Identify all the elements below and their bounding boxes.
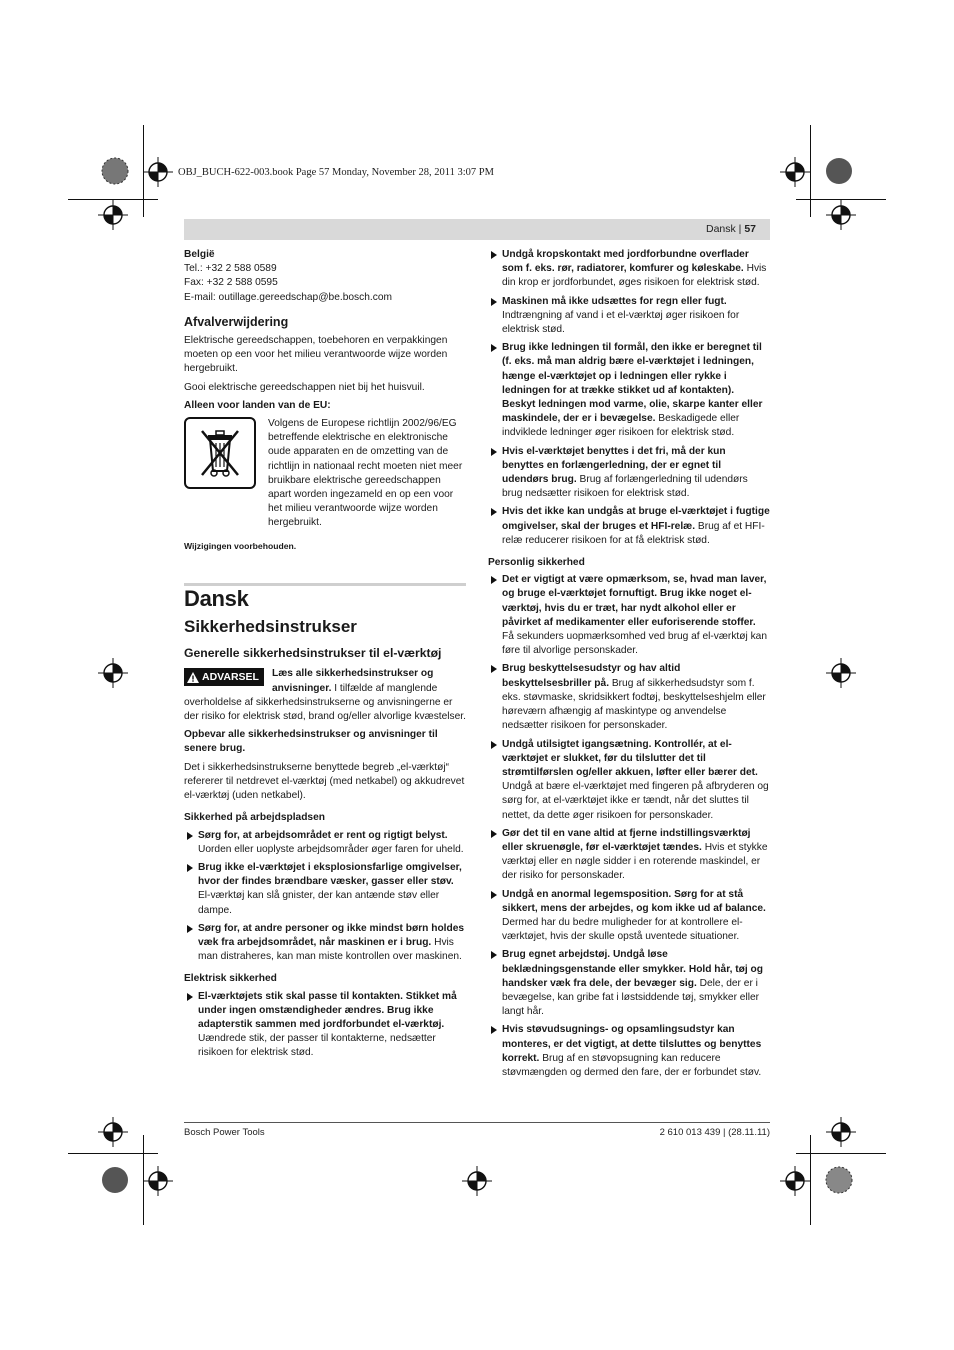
- list-item-bold: Undgå kropskontakt med jordforbundne overflader som f. eks. rør, radiatorer, komfurer og køleskabe.: [502, 249, 749, 275]
- list-item: [488, 248, 770, 291]
- list-item: [184, 922, 466, 965]
- personal-safety-title: Personlig sikkerhed: [488, 557, 585, 569]
- list-item-text: Uændrede stik, der passer til kontakterne, nedsætter risikoen for elektrisk stød.: [198, 1033, 436, 1059]
- list-item-bold: El-værktøjets stik skal passe til kontakten. Stikket må under ingen omstændigheder ændres. Brug ikke adapterstik sammen med jordforbundet el-værktøj.: [198, 990, 457, 1030]
- footer-rule: [184, 1122, 770, 1123]
- page-number: 57: [744, 223, 756, 235]
- right-column: [488, 248, 770, 1084]
- personal-list: [488, 573, 770, 1080]
- list-item-text: Brug af et HFI-relæ reducerer risikoen for at få elektrisk stød.: [502, 520, 765, 546]
- list-item-bold: Undgå utilsigtet igangsætning. Kontrollér, at el-værktøjet er slukket, før du tilslutter det til strømtilførslen og/eller akkuen, løfter eller bærer det.: [502, 738, 758, 778]
- list-item-bold: Sørg for, at arbejdsområdet er rent og rigtigt belyst.: [198, 829, 448, 841]
- contact-fax: Fax: +32 2 588 0595: [184, 277, 278, 289]
- list-item-bold: Det er vigtigt at være opmærksom, se, hvad man laver, og bruge el-værktøjet fornuftigt. Brug ikke noget el-værktøj, hvis du er træt, har nydt alkohol eller er påvirket af medikamenter eller euforiserende stoffer.: [502, 574, 767, 628]
- list-item: [184, 861, 466, 918]
- list-item-text: Brug af en støvopsugning kan reducere støvmængden og dermed den fare, der er forbundet støv.: [502, 1052, 762, 1078]
- list-item-text: Beskadigede eller indviklede ledninger øger risikoen for elektrisk stød.: [502, 413, 740, 439]
- list-item-bold: Brug ikke ledningen til formål, den ikke er beregnet til (f. eks. må man aldrig bære el-værktøjet i ledningen, hænge el-værktøjet op i ledningen eller rykke i ledningen for at trække stikket ud af kontakten). Beskyt ledningen mod varme, olie, skarpe kanter eller maskindele, der er i bevægelse.: [502, 342, 763, 425]
- list-item-bold: Maskinen må ikke udsættes for regn eller fugt.: [502, 295, 727, 307]
- weee-section: [184, 417, 466, 531]
- weee-text: Volgens de Europese richtlijn 2002/96/EG betreffende elektrische en elektronische oude apparaten en de omzetting van de richtlijn in nationaal recht moeten niet meer bruikbare elektrische gereedschappen apart worden ingezameld en op een voor het milieu verantwoorde wijze worden hergebruikt.: [268, 418, 463, 529]
- warning-triangle-icon: [187, 672, 199, 683]
- list-item-text: Hvis et stykke værktøj eller en nøgle sidder i en roterende maskindel, er der risiko for personskader.: [502, 841, 768, 882]
- keep-instructions: Opbevar alle sikkerhedsinstrukser og anvisninger til senere brug.: [184, 729, 438, 755]
- registration-target-icon: [98, 658, 128, 688]
- list-item-text: Få sekunders uopmærksomhed ved brug af el-værktøj kan føre til alvorlige personskader.: [502, 631, 767, 657]
- list-item-bold: Brug beskyttelsesudstyr og hav altid beskyttelsesbriller på.: [502, 663, 681, 689]
- subject-to-change-note: Wijzigingen voorbehouden.: [184, 540, 297, 551]
- list-item-bold: Brug egnet arbejdstøj. Undgå løse beklædningsgenstande eller smykker. Hold hår, tøj og handsker væk fra dele, der bevæger sig.: [502, 949, 763, 989]
- electrical-list-continued: [488, 248, 770, 548]
- registration-target-icon: [780, 157, 810, 187]
- list-item-bold: Brug ikke el-værktøjet i eksplosionsfarlige omgivelser, hvor der findes brændbare væsker, gasser eller støv.: [198, 861, 462, 888]
- warning-paragraph: [184, 667, 466, 724]
- list-item: [488, 341, 770, 440]
- warning-bold: Læs alle sikkerhedsinstrukser og anvisninger.: [271, 668, 434, 694]
- registration-target-icon: [826, 658, 856, 688]
- page-header: Dansk | 57: [705, 223, 756, 235]
- list-item: [488, 827, 770, 884]
- registration-target-icon: [826, 200, 856, 230]
- general-safety-title: Generelle sikkerhedsinstrukser til el-værktøj: [184, 646, 442, 661]
- registration-target-icon: [98, 1117, 128, 1147]
- workplace-safety-title: Sikkerhed på arbejdspladsen: [184, 812, 325, 824]
- list-item-text: Dele, der er i bevægelse, kan gribe fat i løstsiddende tøj, smykker eller langt hår.: [502, 977, 760, 1018]
- list-item-text: Indtrængning af vand i et el-værktøj øger risikoen for elektrisk stød.: [502, 309, 740, 336]
- header-bar: [184, 219, 770, 240]
- registration-target-icon: [98, 200, 128, 230]
- list-item: [488, 1023, 770, 1080]
- list-item: [488, 295, 770, 338]
- print-slug: OBJ_BUCH-622-003.book Page 57 Monday, November 28, 2011 3:07 PM: [178, 167, 494, 178]
- list-item: [488, 445, 770, 502]
- warning-label: ADVARSEL: [202, 671, 259, 684]
- list-item-bold: Hvis el-værktøjet benyttes i det fri, må der kun benyttes en forlængerledning, der er egnet til udendørs brug.: [502, 445, 726, 486]
- header-section: Dansk: [705, 223, 736, 235]
- list-item: [488, 738, 770, 823]
- list-item: [488, 573, 770, 658]
- term-paragraph: Det i sikkerhedsinstrukserne benyttede begreb „el-værktøj“ refererer til netdrevet el-værktøj (med netkabel) og akkudrevet el-værktøj (uden netkabel).: [184, 761, 465, 802]
- electrical-safety-title: Elektrisk sikkerhed: [184, 973, 277, 985]
- color-calibration-wheel-icon: [101, 157, 129, 185]
- language-title: Dansk: [184, 585, 249, 611]
- list-item-bold: Hvis det ikke kan undgås at bruge el-værktøjet i fugtige omgivelser, skal der bruges et HFI-relæ.: [502, 506, 770, 532]
- disposal-paragraph: Elektrische gereedschappen, toebehoren en verpakkingen moeten op een voor het milieu verantwoorde wijze worden hergebruikt.: [184, 335, 448, 375]
- list-item: [488, 505, 770, 548]
- warning-text: I tilfælde af manglende overholdelse af sikkerhedsinstrukserne og anvisningerne er der risiko for elektrisk stød, brand og/eller alvorlige kvæstelser.: [184, 682, 466, 723]
- footer-brand: Bosch Power Tools: [184, 1127, 265, 1138]
- disposal-paragraph: Gooi elektrische gereedschappen niet bij het huisvuil.: [184, 381, 425, 393]
- list-item-text: Hvis din krop er jordforbundet, øges risikoen for elektrisk stød.: [502, 263, 767, 289]
- list-item-text: Uorden eller uoplyste arbejdsområder øger faren for uheld.: [198, 843, 464, 855]
- registration-target-icon: [780, 1166, 810, 1196]
- list-item-text: El-værktøj kan slå gnister, der kan antænde støv eller dampe.: [198, 890, 440, 916]
- list-item-bold: Undgå en anormal legemsposition. Sørg for at stå sikkert, mens der arbejdes, og kom ikke ud af balance.: [502, 888, 766, 914]
- list-item-text: Brug af forlængerledning til udendørs brug nedsætter risikoen for elektrisk stød.: [502, 474, 748, 500]
- registration-target-icon: [143, 1166, 173, 1196]
- workplace-list: [184, 829, 466, 965]
- contact-email: E-mail: outillage.gereedschap@be.bosch.com: [184, 291, 392, 303]
- list-item: [488, 948, 770, 1019]
- list-item-text: Dermed har du bedre muligheder for at kontrollere el-værktøjet, hvis der skulle opstå uventede situationer.: [502, 916, 743, 943]
- list-item-text: Hvis man distraheres, kan man miste kontrollen over maskinen.: [198, 936, 462, 963]
- warning-badge: [184, 668, 264, 686]
- list-item-text: Undgå at bære el-værktøjet med fingeren på afbryderen og sørg for, at el-værktøjet ikke er tændt, når det sluttes til nettet, da dette øger risikoen for personskader.: [502, 781, 769, 821]
- color-calibration-wheel-icon: [825, 157, 853, 185]
- safety-title: Sikkerhedsinstrukser: [184, 617, 357, 637]
- footer-doc-number: 2 610 013 439 | (28.11.11): [659, 1127, 770, 1138]
- color-calibration-wheel-icon: [825, 1166, 853, 1194]
- registration-target-icon: [462, 1166, 492, 1196]
- disposal-title: Afvalverwijdering: [184, 314, 289, 329]
- eu-only-label: Alleen voor landen van de EU:: [184, 399, 331, 411]
- list-item-text: Brug af sikkerhedsudstyr som f. eks. støvmaske, skridsikkert fodtøj, beskyttelseshjelm eller høreværn afhængig af maskintype og anvendelse nedsætter risikoen for personskader.: [502, 677, 766, 732]
- list-item-bold: Gør det til en vane altid at fjerne indstillingsværktøj eller skruenøgle, før el-værktøjet tændes.: [502, 827, 751, 853]
- list-item-bold: Sørg for, at andre personer og ikke mindst børn holdes væk fra arbejdsområdet, når maskinen er i brug.: [198, 922, 465, 948]
- left-column: [184, 248, 466, 1065]
- crossed-out-bin-icon: [184, 417, 256, 489]
- list-item: [184, 829, 466, 857]
- list-item: [488, 662, 770, 733]
- registration-target-icon: [143, 157, 173, 187]
- country-name: België: [184, 249, 215, 260]
- color-calibration-wheel-icon: [101, 1166, 129, 1194]
- contact-tel: Tel.: +32 2 588 0589: [184, 263, 277, 275]
- list-item: [184, 990, 466, 1061]
- list-item-bold: Hvis støvudsugnings- og opsamlingsudstyr kan monteres, er det vigtigt, at dette tilsluttes og benyttes korrekt.: [502, 1024, 762, 1064]
- electrical-list: [184, 990, 466, 1061]
- list-item: [488, 888, 770, 945]
- registration-target-icon: [826, 1117, 856, 1147]
